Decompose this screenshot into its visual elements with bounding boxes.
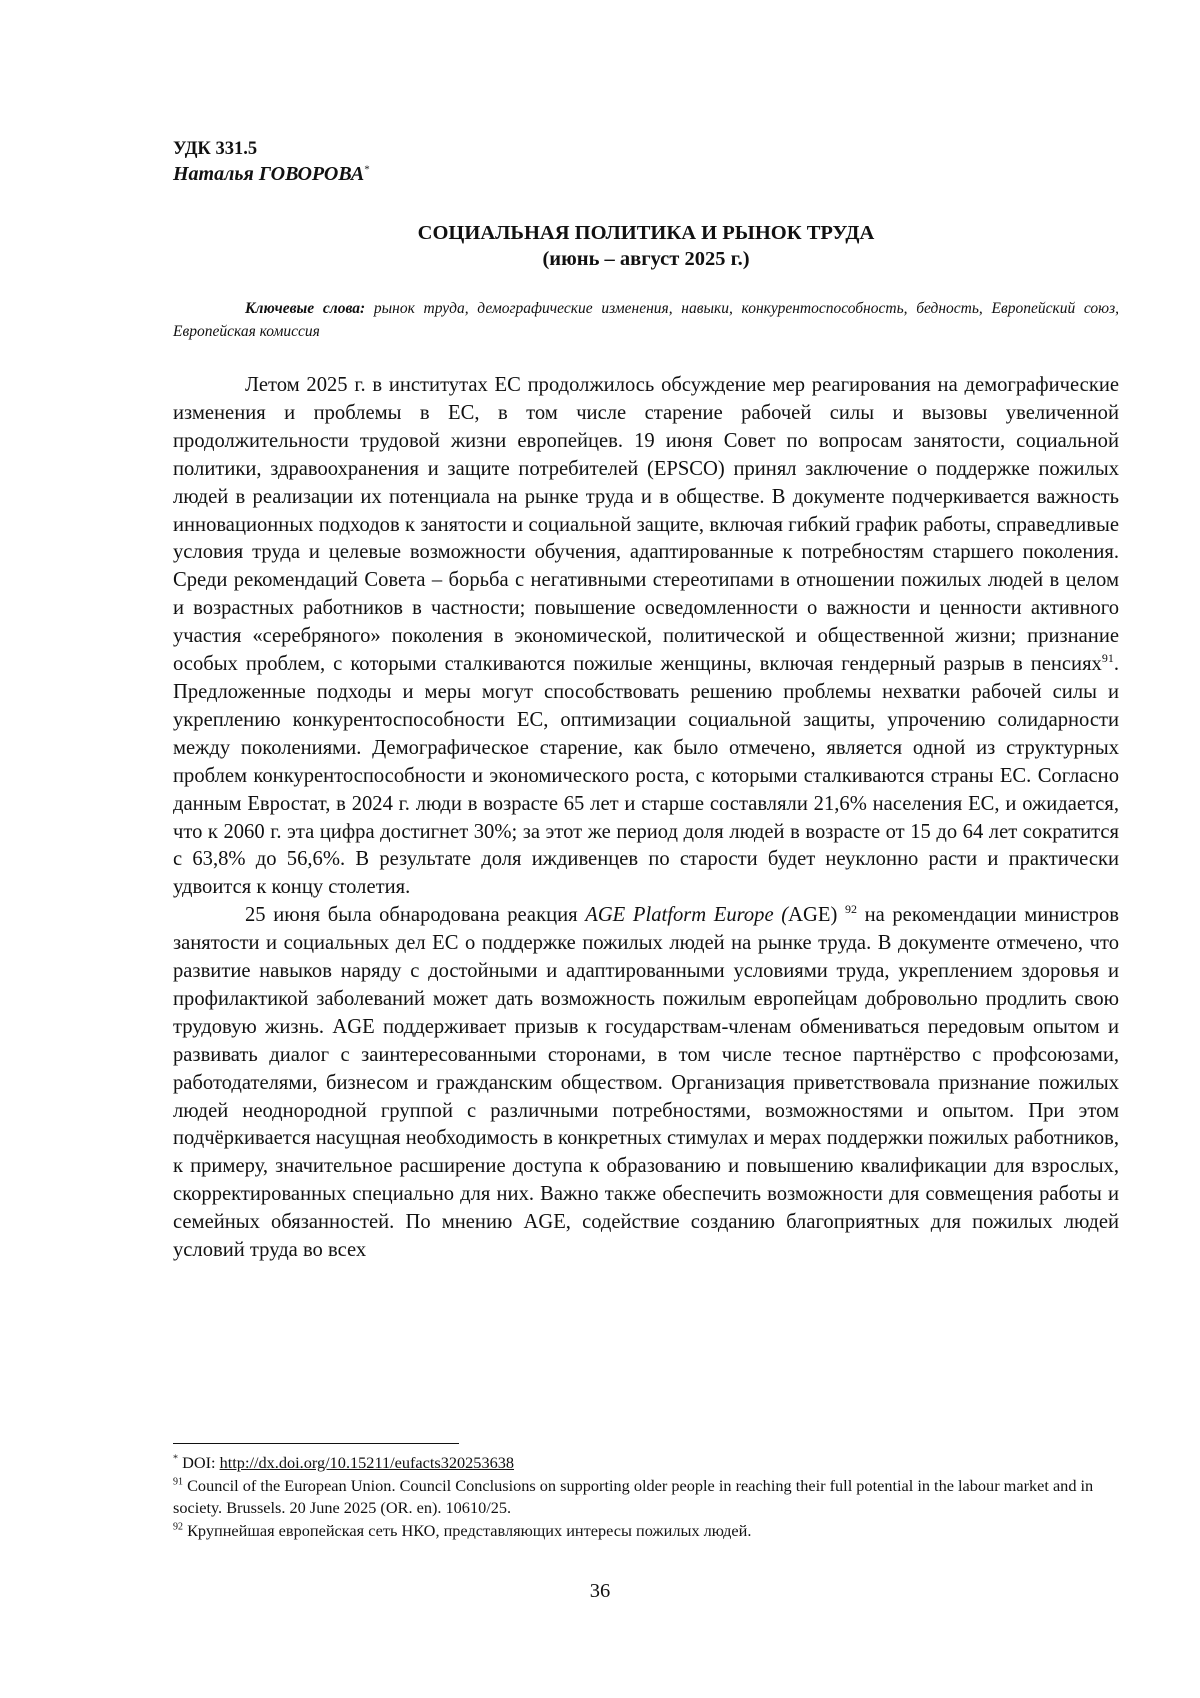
footnote-91 xyxy=(173,1475,1119,1520)
paragraph-2-part-2: на рекомендации министров занятости и социальных дел ЕС о поддержке пожилых людей на рынке труда. В документе отмечено, что развитие навыков наряду с достойными и адаптированными условиями труда, укреплением здоровья и профилактикой заболеваний может дать возможность пожилым европейцам добровольно продлить свою трудовую жизнь. AGE поддерживает призыв к государствам-членам обмениваться передовым опытом и развивать диалог с заинтересованными сторонами, в том числе тесное партнёрство с профсоюзами, работодателями, бизнесом и гражданским обществом. Организация приветствовала признание пожилых людей неоднородной группой с различными потребностями, возможностями и опытом. При этом подчёркивается насущная необходимость в конкретных стимулах и мерах поддержки пожилых работников, к примеру, значительное расширение доступа к образованию и повышению квалификации для взрослых, скорректированных специально для них. Важно также обеспечить возможности для совмещения работы и семейных обязанностей. По мнению AGE, содействие созданию благоприятных для пожилых людей условий труда во всех xyxy=(173,904,1120,1262)
article-body xyxy=(173,372,1119,1265)
keywords-label: Ключевые слова: xyxy=(245,300,366,317)
author-footnote-mark[interactable]: * xyxy=(364,163,370,176)
article-title xyxy=(173,220,1119,272)
title-main: СОЦИАЛЬНАЯ ПОЛИТИКА И РЫНОК ТРУДА xyxy=(417,222,875,244)
udk-code: УДК 331.5 xyxy=(173,139,258,159)
paragraph-1-part-1: Летом 2025 г. в институтах ЕС продолжилось обсуждение мер реагирования на демографические изменения и проблемы в ЕС, в том числе старение рабочей силы и вызовы увеличенной продолжительности трудовой жизни европейцев. 19 июня Совет по вопросам занятости, социальной политики, здравоохранения и защите потребителей (EPSCO) принял заключение о поддержке пожилых людей в реализации их потенциала на рынке труда и в обществе. В документе подчеркивается важность инновационных подходов к занятости и социальной защите, включая гибкий график работы, справедливые условия труда и целевые возможности обучения, адаптированные к потребностям старшего поколения. Среди рекомендаций Совета – борьба с негативными стереотипами в отношении пожилых людей в целом и возрастных работников в частности; повышение осведомленности о важности и ценности активного участия «серебряного» поколения в экономической, политической и общественной жизни; признание особых проблем, с которыми сталкиваются пожилые женщины, включая гендерный разрыв в пенсиях xyxy=(173,374,1119,676)
footnote-doi-mark: * xyxy=(173,1453,178,1465)
article-header xyxy=(173,137,1073,187)
paragraph-1-part-2: . Предложенные подходы и меры могут способствовать решению проблемы нехватки рабочей силы и укреплению конкурентоспособности ЕС, оптимизации социальной защиты, упрочению солидарности между поколениями. Демографическое старение, как было отмечено, является одной из структурных проблем конкурентоспособности и экономического роста, с которыми сталкиваются страны ЕС. Согласно данным Евростат, в 2024 г. люди в возрасте 65 лет и старше составляли 21,6% населения ЕС, и ожидается, что к 2060 г. эта цифра достигнет 30%; за этот же период доля людей в возрасте от 15 до 64 лет сократится с 63,8% до 56,6%. В результате доля иждивенцев по старости будет неуклонно расти и практически удвоится к концу столетия. xyxy=(173,653,1119,899)
author-name-text: Наталья ГОВОРОВА xyxy=(173,163,365,185)
footnote-91-text: Council of the European Union. Council Conclusions on supporting older people in reaching their full potential in the labour market and in society. Brussels. 20 June 2025 (OR. en). 10610/25. xyxy=(173,1475,1094,1517)
footnote-92-text: Крупнейшая европейская сеть НКО, представляющих интересы пожилых людей. xyxy=(183,1520,752,1540)
page-number: 36 xyxy=(589,1580,611,1602)
footnotes xyxy=(173,1452,1119,1542)
footnote-91-mark: 91 xyxy=(173,1476,183,1488)
footnote-ref-92[interactable]: 92 xyxy=(844,902,857,917)
paragraph-2 xyxy=(173,902,1119,1265)
keywords xyxy=(173,297,1119,343)
footnote-92 xyxy=(173,1520,1119,1543)
title-period: (июнь – август 2025 г.) xyxy=(542,248,750,270)
footnote-ref-91[interactable]: 91 xyxy=(1101,651,1114,666)
footnote-doi-label: DOI: xyxy=(178,1453,220,1472)
footnote-doi xyxy=(173,1452,1119,1475)
organization-abbreviation: AGE) xyxy=(788,904,838,927)
doi-link[interactable]: http://dx.doi.org/10.15211/eufacts320253638 xyxy=(219,1453,515,1472)
footnote-92-mark: 92 xyxy=(173,1521,183,1533)
paragraph-1 xyxy=(173,372,1119,902)
organization-name: AGE Platform Europe ( xyxy=(585,904,789,927)
paragraph-2-part-1: 25 июня была обнародована реакция xyxy=(245,904,586,927)
keywords-text: рынок труда, демографические изменения, навыки, конкурентоспособность, бедность, Европейский союз, Европейская комиссия xyxy=(173,300,1120,340)
footnote-divider xyxy=(173,1443,459,1444)
author-name xyxy=(173,161,1073,187)
